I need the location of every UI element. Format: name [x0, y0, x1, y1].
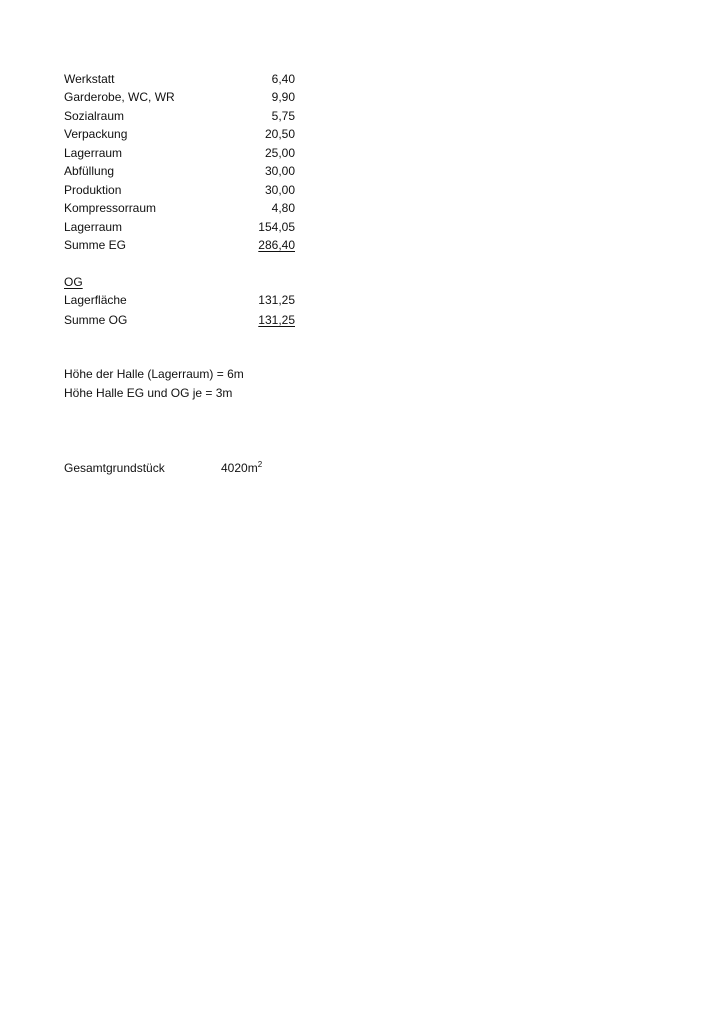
note-hall-height: Höhe der Halle (Lagerraum) = 6m	[64, 367, 244, 381]
sum-value: 131,25	[258, 313, 295, 327]
row-label: Lagerfläche	[64, 293, 127, 307]
row-label: Produktion	[64, 183, 122, 197]
row-value: 30,00	[264, 183, 295, 197]
eg-row-produktion	[64, 181, 296, 199]
eg-row-garderobe	[64, 88, 296, 106]
row-label: Lagerraum	[64, 146, 123, 160]
sum-label: Summe OG	[64, 313, 128, 327]
plot-label: Gesamtgrundstück	[64, 461, 165, 475]
row-value: 20,50	[264, 127, 295, 141]
eg-row-lagerraum-2	[64, 218, 296, 236]
og-sum-row	[64, 311, 296, 329]
eg-row-lagerraum-1	[64, 144, 296, 162]
row-label: Verpackung	[64, 127, 128, 141]
note-floor-height: Höhe Halle EG und OG je = 3m	[64, 386, 233, 400]
row-value: 9,90	[271, 90, 295, 104]
row-value: 5,75	[271, 109, 295, 123]
row-value: 30,00	[264, 164, 295, 178]
row-label: Kompressorraum	[64, 201, 157, 215]
sum-label: Summe EG	[64, 238, 127, 252]
og-heading-row	[64, 273, 296, 291]
sum-value: 286,40	[258, 238, 295, 252]
plot-value-superscript: 2	[257, 460, 263, 469]
eg-row-kompressorraum	[64, 199, 296, 217]
eg-row-werkstatt	[64, 70, 296, 88]
row-value: 154,05	[258, 220, 295, 234]
row-value: 25,00	[264, 146, 295, 160]
row-value: 4,80	[271, 201, 295, 215]
row-label: Werkstatt	[64, 72, 115, 86]
eg-row-sozialraum	[64, 107, 296, 125]
plot-value: 4020m	[221, 461, 258, 475]
og-row-lagerflaeche	[64, 291, 296, 309]
row-label: Garderobe, WC, WR	[64, 90, 175, 104]
eg-row-verpackung	[64, 125, 296, 143]
row-label: Abfüllung	[64, 164, 115, 178]
plot-value-wrapper	[221, 459, 262, 477]
eg-row-abfuellung	[64, 162, 296, 180]
row-value: 6,40	[271, 72, 295, 86]
row-value: 131,25	[258, 293, 295, 307]
row-label: Sozialraum	[64, 109, 125, 123]
row-label: Lagerraum	[64, 220, 123, 234]
section-heading: OG	[64, 275, 83, 289]
eg-sum-row	[64, 236, 296, 254]
